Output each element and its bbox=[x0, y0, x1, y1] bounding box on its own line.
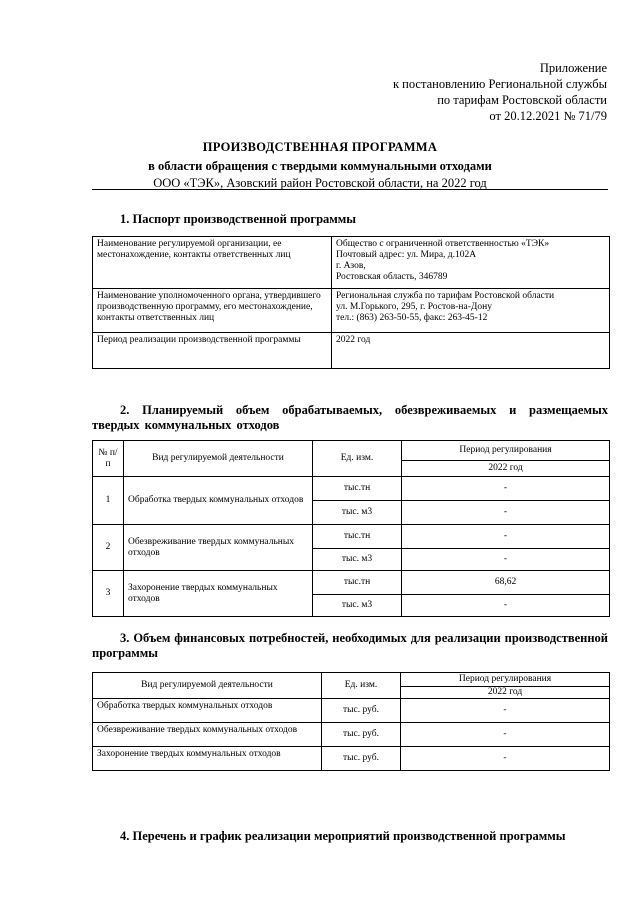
row-value: - bbox=[401, 699, 610, 723]
value-line: Общество с ограниченной ответственностью «ТЭК» bbox=[336, 239, 550, 249]
value-line: Ростовская область, 346789 bbox=[336, 272, 448, 282]
passport-label: Наименование уполномоченного органа, утвердившего производственную программу, его местонахождение, контакты ответственных лиц bbox=[93, 289, 332, 333]
appendix-line: Приложение bbox=[539, 61, 607, 75]
table-row bbox=[93, 571, 610, 595]
appendix-block bbox=[393, 60, 607, 124]
row-activity: Обезвреживание твердых коммунальных отходов bbox=[93, 723, 322, 747]
value-line: 2022 год bbox=[336, 335, 371, 345]
section1-heading: 1. Паспорт производственной программы bbox=[120, 212, 357, 226]
row-activity: Обработка твердых коммунальных отходов bbox=[124, 477, 313, 525]
appendix-line: к постановлению Региональной службы bbox=[392, 77, 607, 91]
appendix-line: от 20.12.2021 № 71/79 bbox=[489, 109, 607, 123]
section2-heading: 2. Планируемый объем обрабатываемых, обезвреживаемых и размещаемых твердых коммунальных отходов bbox=[92, 403, 608, 432]
col-activity-header: Вид регулируемой деятельности bbox=[124, 441, 313, 477]
row-activity: Захоронение твердых коммунальных отходов bbox=[124, 571, 313, 617]
row-unit: тыс. м3 bbox=[313, 595, 402, 617]
table-row bbox=[93, 699, 610, 723]
row-value: - bbox=[402, 477, 610, 501]
col-year-header: 2022 год bbox=[401, 687, 610, 699]
row-unit: тыс. руб. bbox=[322, 699, 401, 723]
table-row bbox=[93, 333, 610, 369]
value-line: ул. М.Горького, 295, г. Ростов-на-Дону bbox=[336, 302, 492, 312]
col-activity-header: Вид регулируемой деятельности bbox=[93, 673, 322, 699]
row-unit: тыс.тн bbox=[313, 525, 402, 549]
document-organization: ООО «ТЭК», Азовский район Ростовской области, на 2022 год bbox=[153, 176, 487, 190]
value-line: Региональная служба по тарифам Ростовской области bbox=[336, 291, 555, 301]
row-activity: Обработка твердых коммунальных отходов bbox=[93, 699, 322, 723]
table-header-row bbox=[93, 441, 610, 461]
row-num: 3 bbox=[93, 571, 124, 617]
row-unit: тыс. руб. bbox=[322, 747, 401, 771]
section3-heading: 3. Объем финансовых потребностей, необходимых для реализации производственной программы bbox=[92, 631, 608, 660]
table-row bbox=[93, 525, 610, 549]
row-unit: тыс.тн bbox=[313, 571, 402, 595]
col-num-header: № п/п bbox=[93, 441, 124, 477]
row-unit: тыс. руб. bbox=[322, 723, 401, 747]
row-activity: Обезвреживание твердых коммунальных отходов bbox=[124, 525, 313, 571]
row-value: - bbox=[402, 501, 610, 525]
appendix-line: по тарифам Ростовской области bbox=[437, 93, 607, 107]
row-value: - bbox=[402, 525, 610, 549]
row-activity: Захоронение твердых коммунальных отходов bbox=[93, 747, 322, 771]
col-period-header: Период регулирования bbox=[401, 673, 610, 687]
row-unit: тыс.тн bbox=[313, 477, 402, 501]
table-row bbox=[93, 477, 610, 501]
volume-table bbox=[92, 440, 610, 617]
passport-value bbox=[332, 237, 610, 289]
value-line: тел.: (863) 263-50-55, факс: 263-45-12 bbox=[336, 313, 488, 323]
table-row bbox=[93, 747, 610, 771]
col-unit-header: Ед. изм. bbox=[322, 673, 401, 699]
table-row bbox=[93, 237, 610, 289]
table-row bbox=[93, 289, 610, 333]
document-title: ПРОИЗВОДСТВЕННАЯ ПРОГРАММА bbox=[202, 140, 438, 154]
row-num: 2 bbox=[93, 525, 124, 571]
table-header-row bbox=[93, 673, 610, 687]
col-period-header: Период регулирования bbox=[402, 441, 610, 461]
table-row bbox=[93, 723, 610, 747]
passport-table bbox=[92, 236, 610, 369]
row-value: 68,62 bbox=[402, 571, 610, 595]
passport-value bbox=[332, 289, 610, 333]
passport-label: Наименование регулируемой организации, ее местонахождение, контакты ответственных лиц bbox=[93, 237, 332, 289]
row-value: - bbox=[402, 549, 610, 571]
value-line: г. Азов, bbox=[336, 261, 366, 271]
section4-heading: 4. Перечень и график реализации мероприятий производственной программы bbox=[120, 829, 566, 843]
row-value: - bbox=[401, 747, 610, 771]
col-year-header: 2022 год bbox=[402, 461, 610, 477]
row-value: - bbox=[401, 723, 610, 747]
finance-table bbox=[92, 672, 610, 771]
row-unit: тыс. м3 bbox=[313, 549, 402, 571]
row-value: - bbox=[402, 595, 610, 617]
passport-label: Период реализации производственной программы bbox=[93, 333, 332, 369]
value-line: Почтовый адрес: ул. Мира, д.102А bbox=[336, 250, 477, 260]
document-subtitle: в области обращения с твердыми коммунальными отходами bbox=[148, 159, 492, 173]
row-num: 1 bbox=[93, 477, 124, 525]
title-underline bbox=[92, 189, 608, 190]
col-unit-header: Ед. изм. bbox=[313, 441, 402, 477]
row-unit: тыс. м3 bbox=[313, 501, 402, 525]
passport-value bbox=[332, 333, 610, 369]
